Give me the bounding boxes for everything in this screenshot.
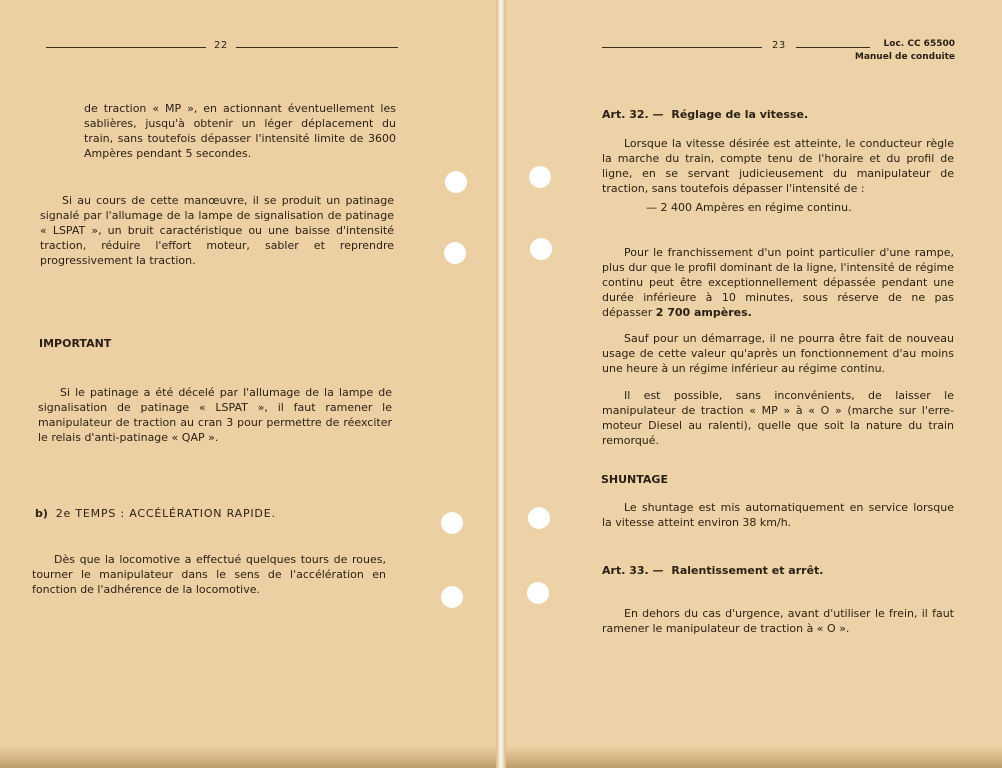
art-33-number: Art. 33. — [602,564,664,577]
paragraph-important [38,385,392,445]
section-b-prefix: b) [35,507,48,520]
paragraph-shuntage-text: Le shuntage est mis automatiquement en service lorsque la vitesse atteint environ 38 km/h. [602,501,954,529]
page-edge-left [0,746,496,768]
right-page [506,0,1002,768]
paragraph-coasting [602,388,954,448]
page-number-right: 23 [772,40,786,51]
paragraph-acceleration [32,552,386,597]
paragraph-gradient-text: Pour le franchissement d'un point particulier d'une rampe, plus dur que le profil dominant de la ligne, l'intensité de régime continu peut être exceptionnellement dépassée pendant une durée inférieure à 10 minutes, sous réserve de ne pas dépasser [602,246,954,319]
binder-hole-4 [527,582,549,604]
paragraph-restart-text: Sauf pour un démarrage, il ne pourra être fait de nouveau usage de cette valeur qu'après un fonctionnement d'au moins une heure à un régime inférieur au régime continu. [602,332,954,375]
book-gutter [496,0,506,768]
paragraph-slipping [40,193,394,268]
running-header-line1: Loc. CC 65500 [883,39,955,49]
paragraph-shuntage [602,500,954,530]
paragraph-restart [602,331,954,376]
binder-hole-1 [529,166,551,188]
paragraph-important-text: Si le patinage a été décelé par l'allumage de la lampe de signalisation de patinage « LSPAT », il faut ramener le manipulateur de traction au cran 3 pour permettre de réexciter le relais d'anti-patinage « QAP ». [38,386,392,444]
current-limit-value: — 2 400 Ampères en régime continu. [646,201,852,214]
heading-section-b [35,507,276,520]
running-header [842,38,955,64]
paragraph-speed-setting [602,136,954,196]
heading-art-33 [602,564,823,577]
heading-art-32 [602,108,808,121]
art-32-title: Réglage de la vitesse. [671,108,809,121]
left-page [0,0,496,768]
header-rule-left [46,47,206,48]
paragraph-coasting-text: Il est possible, sans inconvénients, de laisser le manipulateur de traction « MP » à « O » (marche sur l'erre-moteur Diesel au ralenti), quelle que soit la nature du train remorqué. [602,389,954,447]
art-33-title: Ralentissement et arrêt. [671,564,824,577]
binder-hole-3 [441,512,463,534]
paragraph-braking [602,606,954,636]
page-edge-right [506,746,1002,768]
section-b-title: 2e TEMPS : ACCÉLÉRATION RAPIDE. [55,507,276,520]
running-header-line2: Manuel de conduite [854,52,955,62]
art-32-number: Art. 32. — [602,108,664,121]
binder-hole-2 [444,242,466,264]
paragraph-speed-setting-text: Lorsque la vitesse désirée est atteinte, le conducteur règle la marche du train, compte tenu de l'horaire et du profil de ligne, en se servant judicieusement du manipulateur de traction, sans toutefois dépasser l'intensité de : [602,137,954,195]
heading-shuntage: SHUNTAGE [601,473,668,486]
header-rule-left [602,47,762,48]
paragraph-continuation: de traction « MP », en actionnant éventuellement les sablières, jusqu'à obtenir un léger déplacement du train, sans toutefois dépasser l'intensité limite de 3600 Ampères pendant 5 secondes. [84,102,396,160]
paragraph-acceleration-text: Dès que la locomotive a effectué quelques tours de roues, tourner le manipulateur dans le sens de l'accélération en fonction de l'adhérence de la locomotive. [32,553,386,596]
binder-hole-1 [445,171,467,193]
binder-hole-2 [530,238,552,260]
paragraph-braking-text: En dehors du cas d'urgence, avant d'utiliser le frein, il faut ramener le manipulateur de traction à « O ». [602,607,954,635]
binder-hole-4 [441,586,463,608]
max-current-bold: 2 700 ampères. [655,306,752,319]
paragraph-slipping-text: Si au cours de cette manœuvre, il se produit un patinage signalé par l'allumage de la lampe de signalisation de patinage « LSPAT », un bruit caractéristique ou une baisse d'intensité traction, réduire l'effort moteur, sabler et reprendre progressivement la traction. [40,194,394,267]
binder-hole-3 [528,507,550,529]
header-rule-right [236,47,398,48]
heading-important: IMPORTANT [39,337,112,350]
page-number-left: 22 [214,40,228,51]
paragraph-gradient [602,245,954,320]
